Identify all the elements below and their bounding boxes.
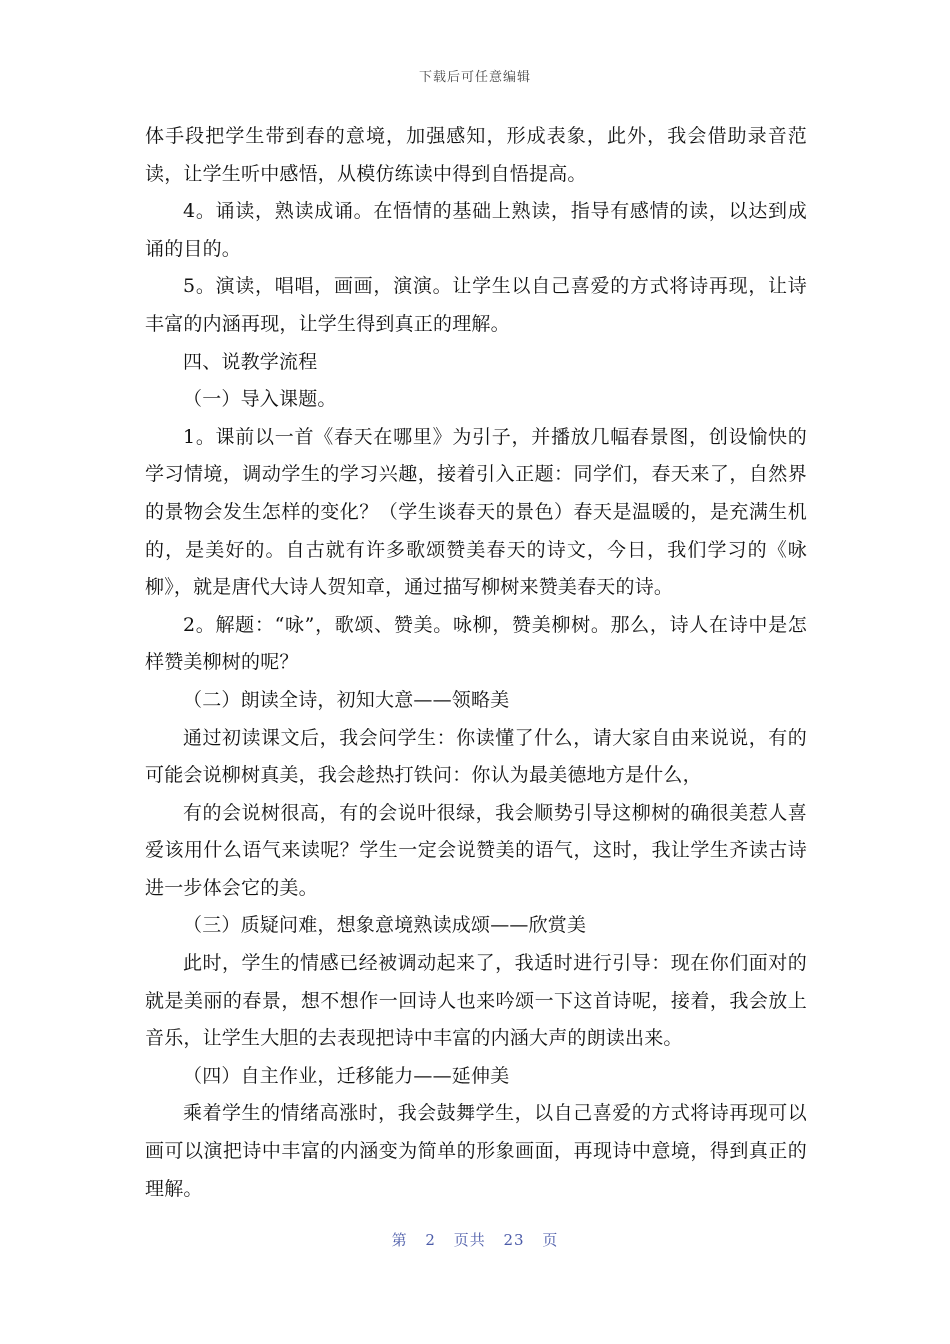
section-heading: 四、说教学流程	[183, 350, 318, 373]
footer-label-end: 页	[542, 1231, 559, 1249]
paragraph: 4。诵读，熟读成诵。在悟情的基础上熟读，指导有感情的读，以达到成诵的目的。	[145, 200, 807, 260]
paragraph: 乘着学生的情绪高涨时，我会鼓舞学生，以自己喜爱的方式将诗再现可以画可以演把诗中丰富的内涵变为简单的形象画面，再现诗中意境，得到真正的理解。	[145, 1102, 807, 1200]
subsection-heading: （二）朗读全诗，初知大意——领略美	[183, 688, 510, 711]
paragraph: 此时，学生的情感已经被调动起来了，我适时进行引导：现在你们面对的就是美丽的春景，想不想作一回诗人也来吟颂一下这首诗呢，接着，我会放上音乐，让学生大胆的去表现把诗中丰富的内涵大声的朗读出来。	[145, 952, 807, 1050]
paragraph: 体手段把学生带到春的意境，加强感知，形成表象，此外，我会借助录音范读，让学生听中感悟，从模仿练读中得到自悟提高。	[145, 125, 807, 185]
footer-total-pages: 23	[503, 1231, 525, 1249]
document-body	[145, 118, 807, 1208]
paragraph: 通过初读课文后，我会问学生：你读懂了什么，请大家自由来说说，有的可能会说柳树真美，我会趁热打铁问：你认为最美德地方是什么，	[145, 726, 807, 787]
footer-label-of: 页共	[453, 1231, 486, 1249]
subsection-heading: （一）导入课题。	[183, 388, 337, 411]
footer-label-page: 第	[391, 1231, 408, 1249]
paragraph: 1。课前以一首《春天在哪里》为引子，并播放几幅春景图，创设愉快的学习情境，调动学生的学习兴趣，接着引入正题：同学们，春天来了，自然界的景物会发生怎样的变化？（学生谈春天的景色）春天是温暖的，是充满生机的，是美好的。自古就有许多歌颂赞美春天的诗文，今日，我们学习的《咏柳》，就是唐代大诗人贺知章，通过描写柳树来赞美春天的诗。	[145, 425, 807, 599]
subsection-heading: （三）质疑问难，想象意境熟读成颂——欣赏美	[183, 914, 587, 937]
subsection-heading: （四）自主作业，迁移能力——延伸美	[183, 1064, 510, 1087]
page-footer	[0, 1229, 950, 1250]
page-header: 下载后可任意编辑	[418, 70, 531, 85]
footer-current-page: 2	[425, 1231, 436, 1249]
paragraph: 5。演读，唱唱，画画，演演。让学生以自己喜爱的方式将诗再现，让诗丰富的内涵再现，让学生得到真正的理解。	[145, 275, 807, 335]
paragraph: 有的会说树很高，有的会说叶很绿，我会顺势引导这柳树的确很美惹人喜爱该用什么语气来读呢？学生一定会说赞美的语气，这时，我让学生齐读古诗进一步体会它的美。	[145, 801, 807, 899]
paragraph: 2。解题：“咏”，歌颂、赞美。咏柳，赞美柳树。那么，诗人在诗中是怎样赞美柳树的呢？	[145, 613, 807, 674]
